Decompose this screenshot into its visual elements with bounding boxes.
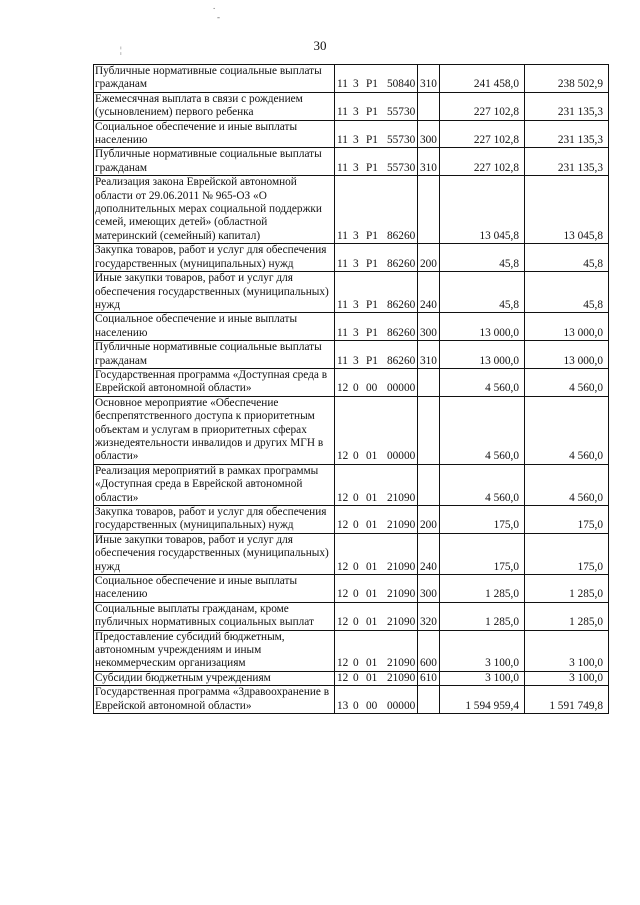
- code-event: 01: [366, 491, 378, 504]
- table-row: [94, 630, 609, 671]
- row-name: Государственная программа «Доступная среда в Еврейской автономной области»: [94, 368, 335, 396]
- code-direction: 55730: [387, 161, 416, 174]
- code-direction: 55730: [387, 106, 416, 119]
- code-program: 11: [337, 78, 348, 91]
- code-event: Р1: [366, 134, 378, 147]
- row-name: Публичные нормативные социальные выплаты гражданам: [94, 341, 335, 369]
- code-subprogram: 0: [353, 671, 359, 684]
- code-subprogram: 0: [353, 560, 359, 573]
- code-event: 01: [366, 616, 378, 629]
- row-name: Социальные выплаты гражданам, кроме публичных нормативных социальных выплат: [94, 602, 335, 630]
- code-subprogram: 0: [353, 657, 359, 670]
- amount-year-1: 4 560,0: [440, 464, 525, 505]
- expense-type-code: 310: [418, 341, 440, 369]
- code-subprogram: 0: [353, 450, 359, 463]
- table-row: [94, 575, 609, 603]
- amount-year-2: 4 560,0: [525, 464, 609, 505]
- code-event: 00: [366, 699, 378, 712]
- code-subprogram: 3: [353, 161, 359, 174]
- expense-type-code: [418, 368, 440, 396]
- amount-year-2: 175,0: [525, 506, 609, 534]
- row-name: Социальное обеспечение и иные выплаты населению: [94, 120, 335, 148]
- row-name: Публичные нормативные социальные выплаты гражданам: [94, 148, 335, 176]
- amount-year-2: 13 000,0: [525, 313, 609, 341]
- amount-year-2: 1 285,0: [525, 575, 609, 603]
- target-article-code: [335, 368, 418, 396]
- table-row: [94, 671, 609, 685]
- amount-year-2: 231 135,3: [525, 148, 609, 176]
- expense-type-code: [418, 464, 440, 505]
- expense-type-code: 200: [418, 244, 440, 272]
- amount-year-1: 1 285,0: [440, 575, 525, 603]
- code-program: 11: [337, 161, 348, 174]
- code-program: 11: [337, 134, 348, 147]
- code-event: Р1: [366, 298, 378, 311]
- expense-type-code: [418, 176, 440, 244]
- row-name: Основное мероприятие «Обеспечение беспрепятственного доступа к приоритетным объектам и услугам в приоритетных сферах жизнедеятельности инвалидов и других МГН в области»: [94, 396, 335, 464]
- amount-year-1: 241 458,0: [440, 65, 525, 93]
- target-article-code: [335, 120, 418, 148]
- amount-year-1: 227 102,8: [440, 148, 525, 176]
- target-article-code: [335, 575, 418, 603]
- expense-type-code: 300: [418, 313, 440, 341]
- amount-year-2: 45,8: [525, 244, 609, 272]
- amount-year-2: 175,0: [525, 533, 609, 574]
- amount-year-2: 1 285,0: [525, 602, 609, 630]
- code-subprogram: 3: [353, 354, 359, 367]
- table-row: [94, 506, 609, 534]
- amount-year-1: 13 000,0: [440, 341, 525, 369]
- code-program: 12: [337, 519, 349, 532]
- table-row: [94, 313, 609, 341]
- code-subprogram: 0: [353, 491, 359, 504]
- code-event: 00: [366, 382, 378, 395]
- table-row: [94, 272, 609, 313]
- code-program: 12: [337, 560, 349, 573]
- code-event: 01: [366, 560, 378, 573]
- code-direction: 86260: [387, 354, 416, 367]
- target-article-code: [335, 686, 418, 714]
- code-event: 01: [366, 588, 378, 601]
- code-event: Р1: [366, 229, 378, 242]
- row-name: Иные закупки товаров, работ и услуг для обеспечения государственных (муниципальных) нужд: [94, 533, 335, 574]
- code-program: 11: [337, 257, 348, 270]
- budget-table: [93, 64, 609, 714]
- target-article-code: [335, 176, 418, 244]
- table-row: [94, 464, 609, 505]
- table-row: [94, 148, 609, 176]
- code-program: 12: [337, 616, 349, 629]
- code-event: 01: [366, 657, 378, 670]
- target-article-code: [335, 602, 418, 630]
- amount-year-1: 4 560,0: [440, 396, 525, 464]
- amount-year-2: 4 560,0: [525, 396, 609, 464]
- code-direction: 50840: [387, 78, 416, 91]
- code-subprogram: 3: [353, 229, 359, 242]
- amount-year-1: 227 102,8: [440, 120, 525, 148]
- code-program: 13: [337, 699, 349, 712]
- code-subprogram: 0: [353, 588, 359, 601]
- expense-type-code: [418, 396, 440, 464]
- expense-type-code: 310: [418, 65, 440, 93]
- code-direction: 00000: [387, 382, 416, 395]
- code-direction: 21090: [387, 588, 416, 601]
- expense-type-code: 320: [418, 602, 440, 630]
- table-row: [94, 341, 609, 369]
- code-program: 11: [337, 298, 348, 311]
- amount-year-2: 238 502,9: [525, 65, 609, 93]
- page-number: 30: [313, 38, 327, 53]
- amount-year-2: 13 045,8: [525, 176, 609, 244]
- table-row: [94, 368, 609, 396]
- code-event: Р1: [366, 354, 378, 367]
- code-direction: 00000: [387, 699, 416, 712]
- code-program: 12: [337, 382, 349, 395]
- table-row: [94, 602, 609, 630]
- scan-mark: -: [217, 12, 220, 22]
- row-name: Социальное обеспечение и иные выплаты населению: [94, 313, 335, 341]
- target-article-code: [335, 396, 418, 464]
- target-article-code: [335, 65, 418, 93]
- code-direction: 86260: [387, 326, 416, 339]
- expense-type-code: 200: [418, 506, 440, 534]
- expense-type-code: [418, 92, 440, 120]
- target-article-code: [335, 506, 418, 534]
- code-event: Р1: [366, 78, 378, 91]
- amount-year-1: 3 100,0: [440, 630, 525, 671]
- code-direction: 86260: [387, 298, 416, 311]
- amount-year-2: 231 135,3: [525, 92, 609, 120]
- table-row: [94, 533, 609, 574]
- code-direction: 21090: [387, 616, 416, 629]
- target-article-code: [335, 341, 418, 369]
- amount-year-2: 13 000,0: [525, 341, 609, 369]
- table-row: [94, 396, 609, 464]
- expense-type-code: 240: [418, 272, 440, 313]
- code-program: 11: [337, 354, 348, 367]
- amount-year-1: 1 594 959,4: [440, 686, 525, 714]
- code-subprogram: 0: [353, 616, 359, 629]
- code-event: 01: [366, 450, 378, 463]
- code-direction: 86260: [387, 229, 416, 242]
- code-direction: 55730: [387, 134, 416, 147]
- target-article-code: [335, 533, 418, 574]
- target-article-code: [335, 148, 418, 176]
- code-event: Р1: [366, 257, 378, 270]
- code-direction: 86260: [387, 257, 416, 270]
- expense-type-code: 310: [418, 148, 440, 176]
- amount-year-1: 4 560,0: [440, 368, 525, 396]
- code-program: 12: [337, 491, 349, 504]
- target-article-code: [335, 92, 418, 120]
- row-name: Закупка товаров, работ и услуг для обеспечения государственных (муниципальных) нужд: [94, 506, 335, 534]
- amount-year-1: 3 100,0: [440, 671, 525, 685]
- target-article-code: [335, 464, 418, 505]
- amount-year-1: 175,0: [440, 533, 525, 574]
- code-subprogram: 0: [353, 519, 359, 532]
- amount-year-2: 3 100,0: [525, 630, 609, 671]
- row-name: Закупка товаров, работ и услуг для обеспечения государственных (муниципальных) нужд: [94, 244, 335, 272]
- code-event: Р1: [366, 161, 378, 174]
- expense-type-code: 610: [418, 671, 440, 685]
- table-row: [94, 120, 609, 148]
- code-program: 12: [337, 657, 349, 670]
- code-program: 11: [337, 326, 348, 339]
- code-program: 12: [337, 588, 349, 601]
- amount-year-1: 45,8: [440, 244, 525, 272]
- code-direction: 21090: [387, 657, 416, 670]
- row-name: Социальное обеспечение и иные выплаты населению: [94, 575, 335, 603]
- table-row: [94, 92, 609, 120]
- amount-year-1: 227 102,8: [440, 92, 525, 120]
- table-row: [94, 686, 609, 714]
- amount-year-1: 175,0: [440, 506, 525, 534]
- code-event: Р1: [366, 106, 378, 119]
- code-subprogram: 3: [353, 298, 359, 311]
- code-direction: 21090: [387, 560, 416, 573]
- row-name: Иные закупки товаров, работ и услуг для обеспечения государственных (муниципальных) нужд: [94, 272, 335, 313]
- table-row: [94, 176, 609, 244]
- expense-type-code: 300: [418, 120, 440, 148]
- expense-type-code: 240: [418, 533, 440, 574]
- scan-mark: .: [213, 1, 216, 11]
- row-name: Предоставление субсидий бюджетным, автономным учреждениям и иным некоммерческим организациям: [94, 630, 335, 671]
- amount-year-1: 1 285,0: [440, 602, 525, 630]
- amount-year-1: 13 045,8: [440, 176, 525, 244]
- code-event: 01: [366, 519, 378, 532]
- code-direction: 21090: [387, 519, 416, 532]
- amount-year-2: 45,8: [525, 272, 609, 313]
- target-article-code: [335, 272, 418, 313]
- amount-year-2: 3 100,0: [525, 671, 609, 685]
- target-article-code: [335, 671, 418, 685]
- expense-type-code: 600: [418, 630, 440, 671]
- amount-year-2: 1 591 749,8: [525, 686, 609, 714]
- row-name: Субсидии бюджетным учреждениям: [94, 671, 335, 685]
- amount-year-1: 13 000,0: [440, 313, 525, 341]
- row-name: Реализация закона Еврейской автономной области от 29.06.2011 № 965-ОЗ «О дополнительных мерах социальной поддержки семей, имеющих детей» (областной материнский (семейный) капитал): [94, 176, 335, 244]
- code-subprogram: 3: [353, 78, 359, 91]
- code-subprogram: 3: [353, 106, 359, 119]
- target-article-code: [335, 630, 418, 671]
- code-direction: 00000: [387, 450, 416, 463]
- code-direction: 21090: [387, 491, 416, 504]
- expense-type-code: [418, 686, 440, 714]
- scan-mark: ¦: [120, 45, 122, 55]
- target-article-code: [335, 313, 418, 341]
- table-row: [94, 244, 609, 272]
- table-row: [94, 65, 609, 93]
- code-program: 12: [337, 450, 349, 463]
- code-subprogram: 3: [353, 134, 359, 147]
- code-event: 01: [366, 671, 378, 684]
- amount-year-1: 45,8: [440, 272, 525, 313]
- code-subprogram: 3: [353, 326, 359, 339]
- row-name: Государственная программа «Здравоохранение в Еврейской автономной области»: [94, 686, 335, 714]
- row-name: Публичные нормативные социальные выплаты гражданам: [94, 65, 335, 93]
- code-program: 11: [337, 229, 348, 242]
- amount-year-2: 4 560,0: [525, 368, 609, 396]
- code-subprogram: 0: [353, 382, 359, 395]
- expense-type-code: 300: [418, 575, 440, 603]
- code-program: 11: [337, 106, 348, 119]
- row-name: Реализация мероприятий в рамках программы «Доступная среда в Еврейской автономной области»: [94, 464, 335, 505]
- code-subprogram: 3: [353, 257, 359, 270]
- code-event: Р1: [366, 326, 378, 339]
- row-name: Ежемесячная выплата в связи с рождением (усыновлением) первого ребенка: [94, 92, 335, 120]
- amount-year-2: 231 135,3: [525, 120, 609, 148]
- code-direction: 21090: [387, 671, 416, 684]
- code-program: 12: [337, 671, 349, 684]
- code-subprogram: 0: [353, 699, 359, 712]
- target-article-code: [335, 244, 418, 272]
